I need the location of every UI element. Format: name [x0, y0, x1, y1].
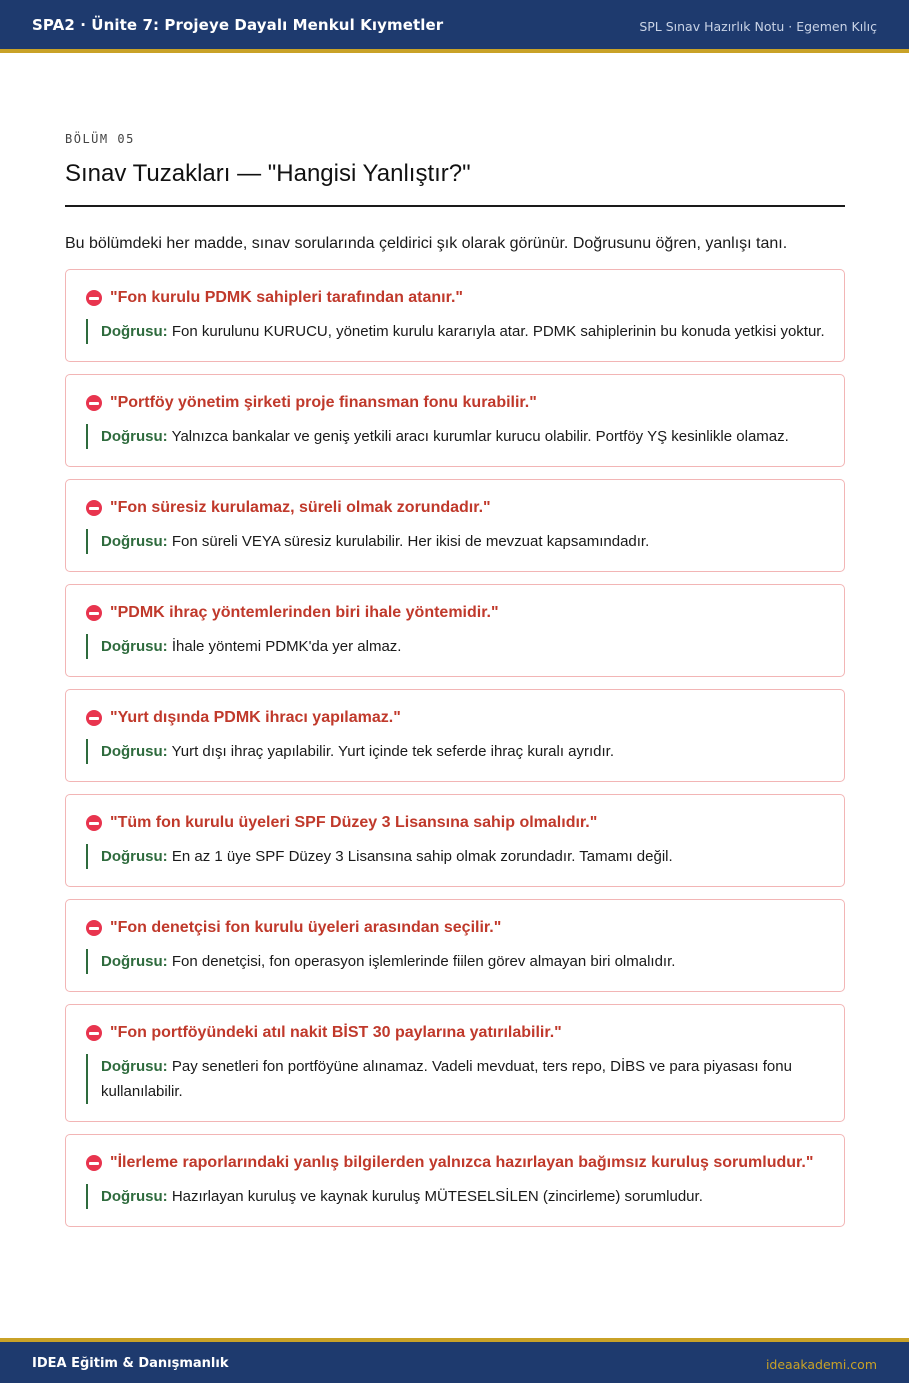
trap-statement [86, 814, 825, 832]
trap-statement [86, 709, 825, 727]
trap-correction [86, 424, 825, 449]
trap-card [65, 269, 845, 362]
trap-list [65, 269, 845, 1239]
trap-statement [86, 1024, 825, 1042]
stop-icon [86, 710, 102, 726]
trap-statement-text: "Tüm fon kurulu üyeleri SPF Düzey 3 Lisansına sahip olmalıdır." [110, 814, 598, 831]
correct-label: Doğrusu: [101, 1188, 168, 1205]
correct-label: Doğrusu: [101, 323, 168, 340]
stop-icon [86, 500, 102, 516]
trap-statement-text: "PDMK ihraç yöntemlerinden biri ihale yöntemidir." [110, 604, 499, 621]
trap-statement [86, 919, 825, 937]
stop-icon [86, 605, 102, 621]
trap-statement [86, 499, 825, 517]
stop-icon [86, 395, 102, 411]
trap-correction-text: Fon denetçisi, fon operasyon işlemlerinde fiilen görev almayan biri olmalıdır. [171, 953, 676, 970]
trap-correction-text: İhale yöntemi PDMK'da yer almaz. [171, 638, 402, 655]
trap-correction [86, 634, 825, 659]
trap-statement-text: "Fon kurulu PDMK sahipleri tarafından atanır." [110, 289, 463, 306]
trap-card [65, 1134, 845, 1227]
trap-card [65, 794, 845, 887]
trap-correction-text: Hazırlayan kuruluş ve kaynak kuruluş MÜTESELSİLEN (zincirleme) sorumludur. [171, 1188, 703, 1205]
trap-card [65, 899, 845, 992]
trap-statement [86, 1154, 825, 1172]
trap-correction [86, 319, 825, 344]
correct-label: Doğrusu: [101, 743, 168, 760]
trap-correction-text: Yalnızca bankalar ve geniş yetkili aracı kurumlar kurucu olabilir. Portföy YŞ kesinlikle olamaz. [171, 428, 789, 445]
trap-statement [86, 289, 825, 307]
trap-correction [86, 1184, 825, 1209]
top-header-bar [0, 0, 909, 53]
trap-correction-text: En az 1 üye SPF Düzey 3 Lisansına sahip olmak zorundadır. Tamamı değil. [171, 848, 673, 865]
page-title: Sınav Tuzakları — "Hangisi Yanlıştır?" [65, 160, 471, 187]
stop-icon [86, 920, 102, 936]
stop-icon [86, 1155, 102, 1171]
footer-bar [0, 1338, 909, 1383]
trap-statement-text: "Portföy yönetim şirketi proje finansman fonu kurabilir." [110, 394, 537, 411]
trap-card [65, 1004, 845, 1122]
footer-org: IDEA Eğitim & Danışmanlık [32, 1356, 229, 1371]
trap-correction [86, 1054, 825, 1104]
section-label: BÖLÜM 05 [65, 132, 135, 146]
correct-label: Doğrusu: [101, 428, 168, 445]
trap-statement-text: "Fon denetçisi fon kurulu üyeleri arasından seçilir." [110, 919, 502, 936]
trap-correction [86, 949, 825, 974]
trap-correction-text: Yurt dışı ihraç yapılabilir. Yurt içinde tek seferde ihraç kuralı ayrıdır. [171, 743, 615, 760]
footer-site-link[interactable]: ideaakademi.com [765, 1357, 877, 1372]
trap-correction-text: Pay senetleri fon portföyüne alınamaz. Vadeli mevduat, ters repo, DİBS ve para piyasası fonu kullanılabilir. [101, 1058, 792, 1100]
trap-correction [86, 529, 825, 554]
correct-label: Doğrusu: [101, 848, 168, 865]
title-divider [65, 205, 845, 207]
trap-correction-text: Fon kurulunu KURUCU, yönetim kurulu kararıyla atar. PDMK sahiplerinin bu konuda yetkisi yoktur. [171, 323, 825, 340]
stop-icon [86, 815, 102, 831]
trap-correction [86, 739, 825, 764]
trap-statement-text: "Yurt dışında PDMK ihracı yapılamaz." [110, 709, 401, 726]
trap-card [65, 584, 845, 677]
trap-card [65, 374, 845, 467]
correct-label: Doğrusu: [101, 1058, 168, 1075]
correct-label: Doğrusu: [101, 533, 168, 550]
trap-card [65, 479, 845, 572]
trap-statement-text: "Fon süresiz kurulamaz, süreli olmak zorundadır." [110, 499, 491, 516]
trap-correction [86, 844, 825, 869]
header-title: SPA2 · Ünite 7: Projeye Dayalı Menkul Kıymetler [32, 16, 444, 34]
header-meta: SPL Sınav Hazırlık Notu · Egemen Kılıç [639, 19, 877, 34]
trap-statement-text: "İlerleme raporlarındaki yanlış bilgilerden yalnızca hazırlayan bağımsız kuruluş sorumludur." [110, 1154, 814, 1171]
trap-correction-text: Fon süreli VEYA süresiz kurulabilir. Her ikisi de mevzuat kapsamındadır. [171, 533, 650, 550]
trap-statement [86, 394, 825, 412]
trap-statement-text: "Fon portföyündeki atıl nakit BİST 30 paylarına yatırılabilir." [110, 1024, 562, 1041]
stop-icon [86, 290, 102, 306]
trap-card [65, 689, 845, 782]
section-intro: Bu bölümdeki her madde, sınav sorularında çeldirici şık olarak görünür. Doğrusunu öğren, yanlışı tanı. [65, 235, 788, 252]
correct-label: Doğrusu: [101, 953, 168, 970]
trap-statement [86, 604, 825, 622]
correct-label: Doğrusu: [101, 638, 168, 655]
stop-icon [86, 1025, 102, 1041]
